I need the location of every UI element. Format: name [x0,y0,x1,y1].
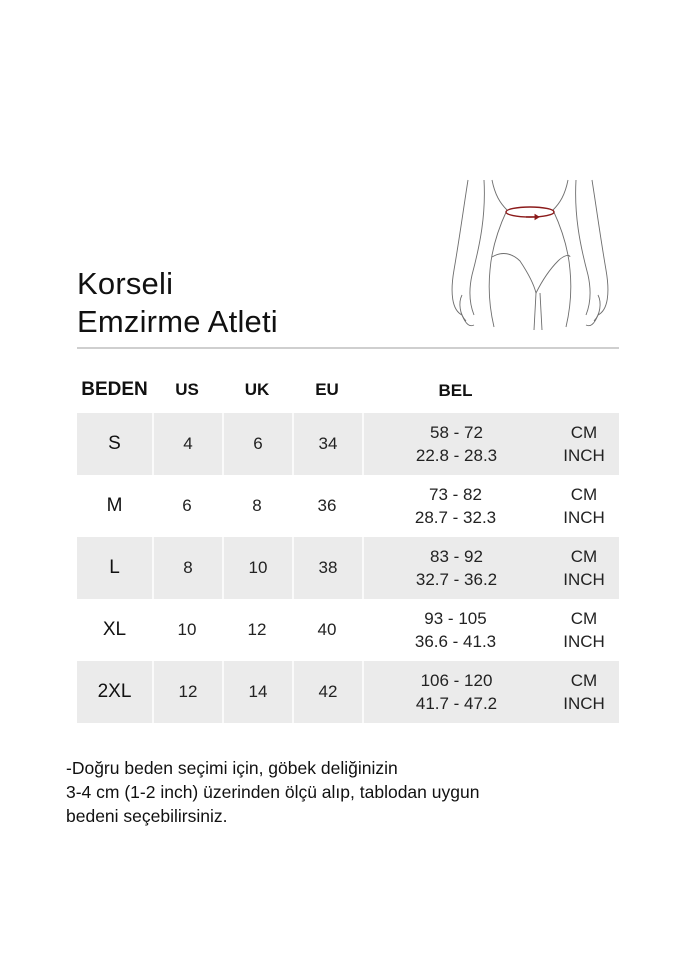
cell-uk: 12 [247,620,267,639]
cell-uk: 6 [222,413,292,475]
cell-unit [549,413,619,475]
cell-eu: 34 [292,413,362,475]
table-row [77,537,619,599]
bel-cm: 73 - 82 [429,485,482,504]
table-row [77,413,619,475]
cell-bel [362,413,549,475]
bel-cm: 83 - 92 [430,547,483,566]
cell-beden: XL [102,619,127,640]
waist-measurement-figure-icon [440,175,620,330]
table-header [77,370,619,410]
unit-inch: INCH [563,632,605,651]
cell-eu: 40 [317,620,337,639]
cell-beden: 2XL [77,661,152,723]
cell-us: 6 [182,496,192,515]
unit-inch: INCH [563,570,605,589]
cell-unit [549,599,619,661]
note-line-2: 3-4 cm (1-2 inch) üzerinden ölçü alıp, tablodan uygun [66,782,480,802]
cell-us: 10 [177,620,197,639]
unit-inch: INCH [563,694,605,713]
cell-eu: 38 [292,537,362,599]
cell-unit [549,661,619,723]
cell-beden: M [106,495,123,516]
header-us: US [175,380,199,399]
cell-us: 12 [152,661,222,723]
unit-cm: CM [570,423,598,442]
cell-bel [362,599,549,661]
cell-uk: 14 [222,661,292,723]
unit-cm: CM [570,547,598,566]
bel-cm: 106 - 120 [420,671,493,690]
cell-us: 8 [152,537,222,599]
note-line-3: bedeni seçebilirsiniz. [66,806,228,826]
cell-beden: S [77,413,152,475]
bel-inch: 22.8 - 28.3 [415,446,498,465]
cell-uk: 10 [222,537,292,599]
unit-inch: INCH [563,508,605,527]
cell-bel [362,475,549,537]
unit-cm: CM [570,609,598,628]
table-row [77,599,619,661]
bel-inch: 32.7 - 36.2 [415,570,498,589]
cell-uk: 8 [252,496,262,515]
table-row [77,661,619,723]
cell-bel [362,661,549,723]
title-divider [77,347,619,349]
cell-unit [549,537,619,599]
bel-inch: 36.6 - 41.3 [414,632,497,651]
title-line-1: Korseli [77,266,174,301]
measurement-note [66,756,626,828]
unit-cm: CM [570,485,598,504]
bel-inch: 28.7 - 32.3 [414,508,497,527]
bel-cm: 58 - 72 [430,423,483,442]
size-chart-table [77,370,619,723]
cell-bel [362,537,549,599]
header-bel: BEL [438,380,473,400]
title-line-2: Emzirme Atleti [77,304,278,339]
page-title [77,265,278,341]
cell-eu: 36 [317,496,337,515]
header-uk: UK [244,380,270,399]
header-eu: EU [315,380,339,399]
header-beden: BEDEN [81,379,148,400]
bel-inch: 41.7 - 47.2 [415,694,498,713]
cell-beden: L [77,537,152,599]
unit-inch: INCH [563,446,605,465]
cell-us: 4 [152,413,222,475]
unit-cm: CM [570,671,598,690]
cell-eu: 42 [292,661,362,723]
table-row [77,475,619,537]
bel-cm: 93 - 105 [424,609,487,628]
note-line-1: -Doğru beden seçimi için, göbek deliğinizin [66,758,398,778]
cell-unit [549,475,619,537]
